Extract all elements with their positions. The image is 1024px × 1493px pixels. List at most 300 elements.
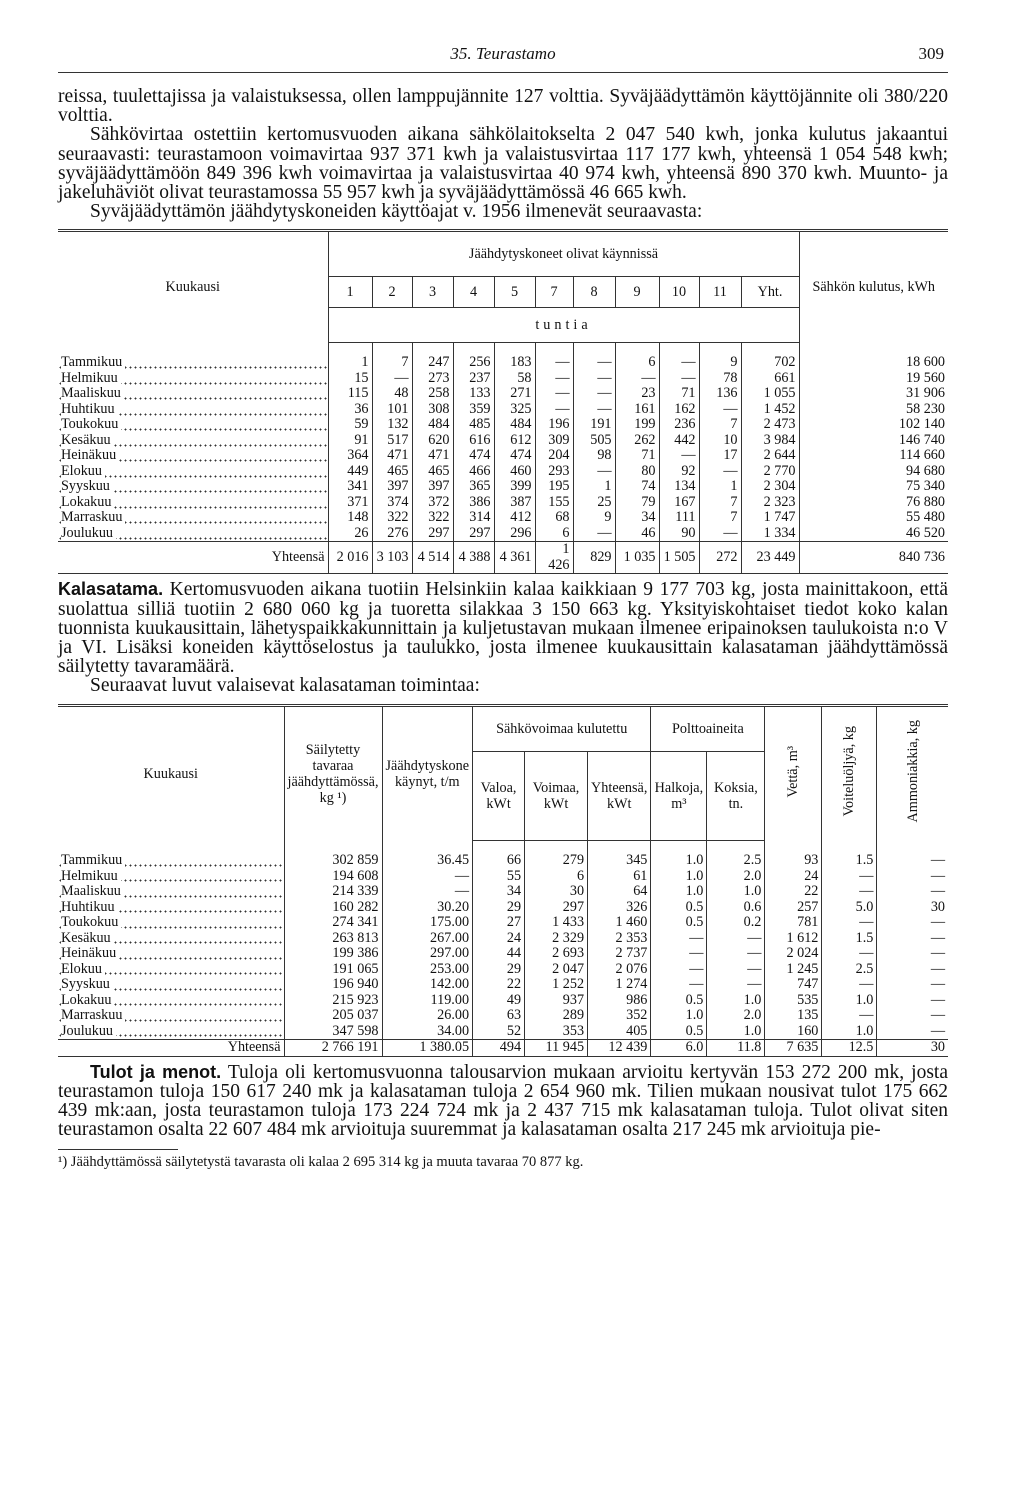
value-cell: — <box>877 993 948 1009</box>
value-cell: 405 <box>588 1024 651 1040</box>
table-row <box>58 479 948 495</box>
value-cell: — <box>822 1008 877 1024</box>
machine-col-header: 9 <box>615 277 659 308</box>
value-cell: 2 644 <box>741 448 799 464</box>
total-cell: 6.0 <box>651 1040 707 1057</box>
value-cell: — <box>877 1024 948 1040</box>
value-cell: 111 <box>659 510 699 526</box>
total-cell: 829 <box>573 542 615 574</box>
value-cell: 1 433 <box>525 915 588 931</box>
hours-unit-header: tuntia <box>328 308 799 343</box>
table-row <box>58 1024 948 1040</box>
kalasatama-section <box>58 580 948 695</box>
value-cell: 485 <box>453 417 494 433</box>
value-cell: 1.0 <box>822 993 877 1009</box>
kalasatama-paragraph <box>58 580 948 676</box>
value-cell: 309 <box>535 433 573 449</box>
value-cell: 146 740 <box>799 433 948 449</box>
value-cell: 0.5 <box>651 900 707 916</box>
value-cell: 937 <box>525 993 588 1009</box>
chapter-title: 35. Teurastamo <box>450 44 556 63</box>
value-cell: 98 <box>573 448 615 464</box>
value-cell: 101 <box>372 402 412 418</box>
table-row <box>58 464 948 480</box>
value-cell: 2 024 <box>765 946 822 962</box>
value-cell: 133 <box>453 386 494 402</box>
value-cell: 474 <box>494 448 535 464</box>
value-cell: 22 <box>765 884 822 900</box>
power-sub-header: Yhteensä, kWt <box>588 751 651 840</box>
totals-row <box>58 1040 948 1057</box>
total-cell: 2 016 <box>328 542 372 574</box>
value-cell: 352 <box>588 1008 651 1024</box>
value-cell: 6 <box>525 869 588 885</box>
value-cell: 1 055 <box>741 386 799 402</box>
value-cell: 24 <box>473 931 525 947</box>
value-cell: 46 520 <box>799 526 948 542</box>
value-cell: 204 <box>535 448 573 464</box>
total-label: Yhteensä <box>58 1040 284 1057</box>
value-cell: 93 <box>765 853 822 869</box>
value-cell: — <box>573 464 615 480</box>
value-cell: — <box>822 869 877 885</box>
value-cell: — <box>573 386 615 402</box>
value-cell: 27 <box>473 915 525 931</box>
power-col-header: Sähkön kulutus, kWh <box>799 231 948 343</box>
water-col-header: Vettä, m³ <box>765 705 822 841</box>
machine-col-header: 10 <box>659 277 699 308</box>
value-cell: 66 <box>473 853 525 869</box>
value-cell: 55 480 <box>799 510 948 526</box>
value-cell: 19 560 <box>799 371 948 387</box>
month-col-header: Kuukausi <box>165 278 220 295</box>
value-cell: 1.0 <box>651 869 707 885</box>
month-cell: Syyskuu <box>58 479 328 495</box>
machine-col-header: 4 <box>453 277 494 308</box>
value-cell: 1.0 <box>651 1008 707 1024</box>
month-cell: Maaliskuu <box>58 386 328 402</box>
value-cell: 9 <box>573 510 615 526</box>
value-cell: 0.5 <box>651 1024 707 1040</box>
total-cell: 1 505 <box>659 542 699 574</box>
value-cell: 162 <box>659 402 699 418</box>
table-row <box>58 900 948 916</box>
value-cell: 26 <box>328 526 372 542</box>
tulot-heading: Tulot ja menot. <box>90 1061 222 1082</box>
month-cell: Marraskuu <box>58 1008 284 1024</box>
value-cell: 2 770 <box>741 464 799 480</box>
value-cell: 59 <box>328 417 372 433</box>
value-cell: 1.0 <box>707 884 765 900</box>
kalasatama-heading: Kalasatama. <box>58 579 164 600</box>
value-cell: — <box>372 371 412 387</box>
value-cell: 297 <box>453 526 494 542</box>
value-cell: — <box>707 962 765 978</box>
value-cell: 2 353 <box>588 931 651 947</box>
value-cell: 612 <box>494 433 535 449</box>
value-cell: 48 <box>372 386 412 402</box>
value-cell: 215 923 <box>284 993 382 1009</box>
running-head <box>58 40 948 70</box>
value-cell: 387 <box>494 495 535 511</box>
total-cell: 4 514 <box>412 542 453 574</box>
value-cell: 160 282 <box>284 900 382 916</box>
total-cell: 12 439 <box>588 1040 651 1057</box>
value-cell: — <box>535 386 573 402</box>
intro-paragraph-2: Sähkövirtaa ostettiin kertomusvuoden aikana sähkölaitokselta 2 047 540 kwh, jonka kulutus jakaantui seuraavasti: teurastamoon voimavirtaa 937 371 kwh ja valaistusvirtaa 117 177 kwh, yhteensä 1 054 548 kwh; syväjäädyttämöön 849 396 kwh voimavirtaa ja valaistusvirtaa 40 974 kwh, yhteensä 890 370 kwh. Muunto- ja jakeluhäviöt olivat teurastamossa 55 957 kwh ja syväjäädyttämössä 46 665 kwh. <box>58 124 948 204</box>
value-cell: 1.0 <box>707 993 765 1009</box>
value-cell: 257 <box>765 900 822 916</box>
value-cell: 341 <box>328 479 372 495</box>
value-cell: 296 <box>494 526 535 542</box>
value-cell: 0.5 <box>651 993 707 1009</box>
total-cell: 11.8 <box>707 1040 765 1057</box>
value-cell: 289 <box>525 1008 588 1024</box>
cooling-machines-table <box>58 229 948 574</box>
tulot-text: Tuloja oli kertomusvuonna talousarvion mukaan arvioitu kertyvän 153 272 200 mk, josta teurastamon tuloja 150 617 240 mk ja kalasataman tuloja 2 654 960 mk. Tilien mukaan nousivat tulot 175 662 439 mk:aan, josta teurastamon tuloja 173 224 724 mk ja 2 437 715 mk kalasataman tuloja. Tulot olivat siten teurastamon osalta 22 607 484 mk arvioituja suuremmat ja kalasataman osalta 217 245 mk arvioituja pie- <box>58 1061 948 1141</box>
value-cell: 49 <box>473 993 525 1009</box>
value-cell: 115 <box>328 386 372 402</box>
value-cell: 191 065 <box>284 962 382 978</box>
table-row <box>58 931 948 947</box>
table-row <box>58 417 948 433</box>
value-cell: 465 <box>412 464 453 480</box>
table-row <box>58 371 948 387</box>
value-cell: 1 252 <box>525 977 588 993</box>
value-cell: — <box>573 355 615 371</box>
tulot-paragraph <box>58 1063 948 1140</box>
value-cell: 7 <box>699 495 741 511</box>
value-cell: 263 813 <box>284 931 382 947</box>
value-cell: 297 <box>412 526 453 542</box>
value-cell: 1.0 <box>707 1024 765 1040</box>
table-row <box>58 386 948 402</box>
month-cell: Kesäkuu <box>58 433 328 449</box>
value-cell: — <box>699 464 741 480</box>
ammonia-col-header: Ammoniakkia, kg <box>877 705 948 841</box>
month-cell: Tammikuu <box>58 355 328 371</box>
fuel-group-header: Polttoaineita <box>651 705 765 751</box>
value-cell: 199 386 <box>284 946 382 962</box>
value-cell: 661 <box>741 371 799 387</box>
value-cell: — <box>573 371 615 387</box>
value-cell: 616 <box>453 433 494 449</box>
value-cell: 175.00 <box>382 915 473 931</box>
value-cell: — <box>651 946 707 962</box>
value-cell: 484 <box>412 417 453 433</box>
value-cell: 0.5 <box>651 915 707 931</box>
value-cell: 466 <box>453 464 494 480</box>
value-cell: 160 <box>765 1024 822 1040</box>
total-cell: 1 426 <box>535 542 573 574</box>
value-cell: 1 747 <box>741 510 799 526</box>
value-cell: 0.6 <box>707 900 765 916</box>
table-row <box>58 355 948 371</box>
value-cell: 15 <box>328 371 372 387</box>
value-cell: 2 693 <box>525 946 588 962</box>
value-cell: 18 600 <box>799 355 948 371</box>
value-cell: 1 <box>573 479 615 495</box>
value-cell: 30.20 <box>382 900 473 916</box>
value-cell: — <box>651 962 707 978</box>
value-cell: 267.00 <box>382 931 473 947</box>
kalasatama-text: Kertomusvuoden aikana tuotiin Helsinkiin kalaa kaikkiaan 9 177 703 kg, josta mainittakoon, että suolattua silliä tuotiin 2 680 060 kg ja tuoretta silakkaa 3 150 663 kg. Yksityiskohtaiset tiedot koko kalan tuonnista kuukausittain, lähetyspaikkakunnittain ja kuljetustavan mukaan ilmenee eripainoksen taulukoista n:o V ja VI. Lisäksi koneiden käyttöselostus ja taulukko, josta ilmenee kuukausittain kalasataman jäähdyttämössä säilytetty tavaramäärä. <box>58 579 948 678</box>
value-cell: 442 <box>659 433 699 449</box>
footnote-text: ¹) Jäähdyttämössä säilytetystä tavarasta oli kalaa 2 695 314 kg ja muuta tavaraa 70 877 kg. <box>58 1154 584 1171</box>
value-cell: 2 304 <box>741 479 799 495</box>
value-cell: 297 <box>525 900 588 916</box>
value-cell: 237 <box>453 371 494 387</box>
machine-col-header: 11 <box>699 277 741 308</box>
value-cell: 191 <box>573 417 615 433</box>
value-cell: 79 <box>615 495 659 511</box>
value-cell: 1 <box>328 355 372 371</box>
value-cell: — <box>877 915 948 931</box>
value-cell: 5.0 <box>822 900 877 916</box>
value-cell: 302 859 <box>284 853 382 869</box>
value-cell: 1.0 <box>651 884 707 900</box>
value-cell: 6 <box>535 526 573 542</box>
value-cell: 161 <box>615 402 659 418</box>
value-cell: 63 <box>473 1008 525 1024</box>
power-group-header: Sähkövoimaa kulutettu <box>473 705 651 751</box>
value-cell: 64 <box>588 884 651 900</box>
value-cell: 55 <box>473 869 525 885</box>
value-cell: 1 334 <box>741 526 799 542</box>
value-cell: 44 <box>473 946 525 962</box>
value-cell: 142.00 <box>382 977 473 993</box>
value-cell: 30 <box>525 884 588 900</box>
value-cell: — <box>651 931 707 947</box>
intro-section <box>58 87 948 221</box>
value-cell: 114 660 <box>799 448 948 464</box>
value-cell: 29 <box>473 900 525 916</box>
cooling-col-header: Jäähdytyskone käynyt, t/m <box>382 705 473 841</box>
value-cell: 1 245 <box>765 962 822 978</box>
value-cell: 214 339 <box>284 884 382 900</box>
month-cell: Joulukuu <box>58 526 328 542</box>
value-cell: — <box>382 884 473 900</box>
month-cell: Syyskuu <box>58 977 284 993</box>
value-cell: 347 598 <box>284 1024 382 1040</box>
machines-group-header: Jäähdytyskoneet olivat käynnissä <box>328 231 799 277</box>
value-cell: — <box>573 526 615 542</box>
table-row <box>58 526 948 542</box>
table-row <box>58 915 948 931</box>
value-cell: 1.0 <box>822 1024 877 1040</box>
value-cell: 155 <box>535 495 573 511</box>
value-cell: 3 984 <box>741 433 799 449</box>
value-cell: 505 <box>573 433 615 449</box>
month-cell: Toukokuu <box>58 417 328 433</box>
total-cell: 23 449 <box>741 542 799 574</box>
table-row <box>58 510 948 526</box>
value-cell: 399 <box>494 479 535 495</box>
value-cell: 747 <box>765 977 822 993</box>
value-cell: 36 <box>328 402 372 418</box>
value-cell: 2 076 <box>588 962 651 978</box>
tulot-section <box>58 1063 948 1140</box>
value-cell: — <box>877 946 948 962</box>
value-cell: 1.0 <box>651 853 707 869</box>
value-cell: 271 <box>494 386 535 402</box>
value-cell: 205 037 <box>284 1008 382 1024</box>
value-cell: 58 <box>494 371 535 387</box>
month-cell: Marraskuu <box>58 510 328 526</box>
value-cell: — <box>707 977 765 993</box>
value-cell: 7 <box>699 417 741 433</box>
intro-paragraph-1: reissa, tuulettajissa ja valaistuksessa, ollen lamppujännite 127 volttia. Syväjäädyttämön käyttöjännite oli 380/220 volttia. <box>58 86 948 127</box>
total-cell: 30 <box>877 1040 948 1057</box>
value-cell: 74 <box>615 479 659 495</box>
value-cell: — <box>822 977 877 993</box>
table-row <box>58 946 948 962</box>
total-cell: 840 736 <box>799 542 948 574</box>
total-cell: 12.5 <box>822 1040 877 1057</box>
value-cell: 10 <box>699 433 741 449</box>
value-cell: 471 <box>412 448 453 464</box>
machine-col-header: 5 <box>494 277 535 308</box>
total-cell: 1 380.05 <box>382 1040 473 1057</box>
machine-col-header: 7 <box>535 277 573 308</box>
machine-col-header: 1 <box>328 277 372 308</box>
month-cell: Tammikuu <box>58 853 284 869</box>
power-sub-header: Voimaa, kWt <box>525 751 588 840</box>
value-cell: 199 <box>615 417 659 433</box>
table-row <box>58 993 948 1009</box>
value-cell: — <box>877 869 948 885</box>
value-cell: 386 <box>453 495 494 511</box>
footnote <box>58 1149 584 1171</box>
page-number: 309 <box>918 44 944 63</box>
value-cell: 247 <box>412 355 453 371</box>
fuel-sub-header: Koksia, tn. <box>707 751 765 840</box>
value-cell: — <box>877 931 948 947</box>
value-cell: — <box>822 915 877 931</box>
value-cell: 119.00 <box>382 993 473 1009</box>
t2-month-col-header: Kuukausi <box>143 765 198 782</box>
value-cell: 34 <box>473 884 525 900</box>
value-cell: 986 <box>588 993 651 1009</box>
spacer-cell <box>58 841 284 854</box>
value-cell: 7 <box>372 355 412 371</box>
value-cell: 365 <box>453 479 494 495</box>
month-cell: Lokakuu <box>58 993 284 1009</box>
value-cell: — <box>659 355 699 371</box>
value-cell: 75 340 <box>799 479 948 495</box>
value-cell: 1 <box>699 479 741 495</box>
power-sub-header: Valoa, kWt <box>473 751 525 840</box>
value-cell: 2.0 <box>707 1008 765 1024</box>
value-cell: — <box>877 884 948 900</box>
machine-col-header: 3 <box>412 277 453 308</box>
value-cell: 94 680 <box>799 464 948 480</box>
value-cell: 322 <box>372 510 412 526</box>
value-cell: — <box>659 371 699 387</box>
value-cell: 92 <box>659 464 699 480</box>
value-cell: 253.00 <box>382 962 473 978</box>
value-cell: — <box>877 1008 948 1024</box>
machine-col-header: 2 <box>372 277 412 308</box>
total-cell: 272 <box>699 542 741 574</box>
value-cell: 2 323 <box>741 495 799 511</box>
fuel-sub-header: Halkoja, m³ <box>651 751 707 840</box>
table-row <box>58 495 948 511</box>
value-cell: 2.5 <box>822 962 877 978</box>
value-cell: 31 906 <box>799 386 948 402</box>
month-cell: Helmikuu <box>58 371 328 387</box>
month-cell: Toukokuu <box>58 915 284 931</box>
value-cell: 1 460 <box>588 915 651 931</box>
month-cell: Huhtikuu <box>58 900 284 916</box>
value-cell: 134 <box>659 479 699 495</box>
intro-paragraph-3: Syväjäädyttämön jäähdytyskoneiden käyttöajat v. 1956 ilmenevät seuraavasta: <box>90 201 703 223</box>
value-cell: — <box>822 946 877 962</box>
value-cell: 7 <box>699 510 741 526</box>
machine-col-header: 8 <box>573 277 615 308</box>
value-cell: — <box>822 884 877 900</box>
spacer-row <box>58 343 948 356</box>
value-cell: — <box>535 371 573 387</box>
value-cell: 34.00 <box>382 1024 473 1040</box>
table-row <box>58 853 948 869</box>
value-cell: 135 <box>765 1008 822 1024</box>
value-cell: 68 <box>535 510 573 526</box>
month-cell: Joulukuu <box>58 1024 284 1040</box>
value-cell: — <box>651 977 707 993</box>
value-cell: 258 <box>412 386 453 402</box>
value-cell: — <box>535 355 573 371</box>
month-cell: Heinäkuu <box>58 448 328 464</box>
value-cell: 314 <box>453 510 494 526</box>
value-cell: 274 341 <box>284 915 382 931</box>
value-cell: — <box>877 962 948 978</box>
value-cell: 183 <box>494 355 535 371</box>
value-cell: 781 <box>765 915 822 931</box>
value-cell: 276 <box>372 526 412 542</box>
value-cell: 71 <box>615 448 659 464</box>
value-cell: 25 <box>573 495 615 511</box>
value-cell: 1 274 <box>588 977 651 993</box>
machine-col-header: Yht. <box>741 277 799 308</box>
table-row <box>58 977 948 993</box>
spacer-cell <box>58 343 328 356</box>
month-cell: Kesäkuu <box>58 931 284 947</box>
value-cell: — <box>877 977 948 993</box>
value-cell: 52 <box>473 1024 525 1040</box>
value-cell: 34 <box>615 510 659 526</box>
value-cell: 102 140 <box>799 417 948 433</box>
value-cell: 167 <box>659 495 699 511</box>
total-cell: 4 361 <box>494 542 535 574</box>
value-cell: 196 940 <box>284 977 382 993</box>
value-cell: 90 <box>659 526 699 542</box>
value-cell: 46 <box>615 526 659 542</box>
value-cell: 297.00 <box>382 946 473 962</box>
value-cell: 412 <box>494 510 535 526</box>
kalasatama-paragraph-2: Seuraavat luvut valaisevat kalasataman toimintaa: <box>90 675 480 697</box>
table-row <box>58 869 948 885</box>
value-cell: 325 <box>494 402 535 418</box>
value-cell: 293 <box>535 464 573 480</box>
value-cell: — <box>707 946 765 962</box>
value-cell: 460 <box>494 464 535 480</box>
total-cell: 494 <box>473 1040 525 1057</box>
value-cell: 474 <box>453 448 494 464</box>
value-cell: — <box>699 402 741 418</box>
value-cell: 36.45 <box>382 853 473 869</box>
value-cell: 397 <box>372 479 412 495</box>
